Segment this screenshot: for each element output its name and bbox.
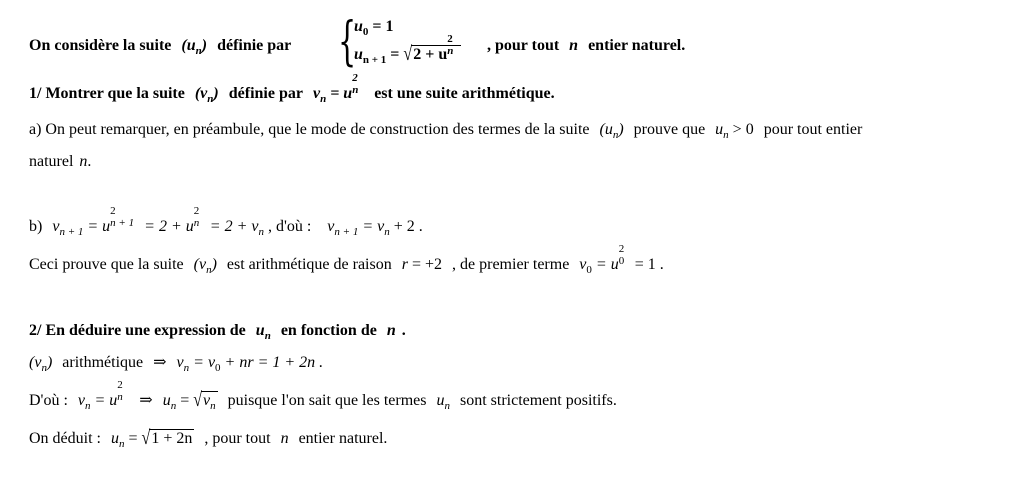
sqrt-vn: $√v_n$ xyxy=(193,389,216,412)
intro-suffix: , pour tout n entier naturel. xyxy=(487,37,686,54)
arith-line: $(v_n)$ arithmétique ⇒ $v_n = v_0$ + nr = 1 + 2n . xyxy=(29,354,324,374)
implies-arrow-2: ⇒ xyxy=(139,392,153,409)
part-a-line-1: a) On peut remarquer, en préambule, que le mode de construction des termes de la suite $(u_n)$ prouve que $u_n > 0$ pour tout entier xyxy=(29,121,863,141)
system-brace: { xyxy=(338,12,357,72)
system-case-2: $u_{n + 1} = √2 + u$ 2 n xyxy=(354,47,461,63)
question-2: 2/ En déduire une expression de $u_n$ en fonction de n . xyxy=(29,322,406,342)
part-b: b) $v_{n + 1} = u$ 2 n + 1 = 2 + u 2 n = $2 + v_n$ , d'où : $v_{n + 1} = v_n + 2$ . xyxy=(29,205,423,238)
intro-prefix: On considère la suite xyxy=(29,37,172,54)
final-line: On déduit : $u_n = √1 + 2n$ , pour tout n entier naturel. xyxy=(29,427,388,450)
intro-seq-u: $(u_n)$ xyxy=(181,37,208,57)
dou-line: D'où : $v_n = u$ 2 n ⇒ $u_n = √v_n$ puisque l'on sait que les termes $u_n$ sont strictement positifs. xyxy=(29,379,617,412)
implies-arrow: ⇒ xyxy=(153,354,167,371)
intro-def-by: définie par xyxy=(217,37,292,54)
intro-line xyxy=(29,37,292,57)
sqrt-1-plus-2n: √1 + 2n xyxy=(141,427,193,449)
sqrt-2-plus-un2: √2 + u 2 n xyxy=(403,47,461,63)
ceci-line: Ceci prouve que la suite $(v_n)$ est arithmétique de raison r = +2 , de premier terme $v_0 = u$ 2 0 = 1 . xyxy=(29,243,664,276)
part-a-line-2: naturel n. xyxy=(29,153,92,170)
system-case-1: $u_0 = 1$ xyxy=(354,18,394,38)
question-1: 1/ Montrer que la suite $(v_n)$ définie par $v_n = u$ 2 n est une suite arithmétique. xyxy=(29,72,555,105)
